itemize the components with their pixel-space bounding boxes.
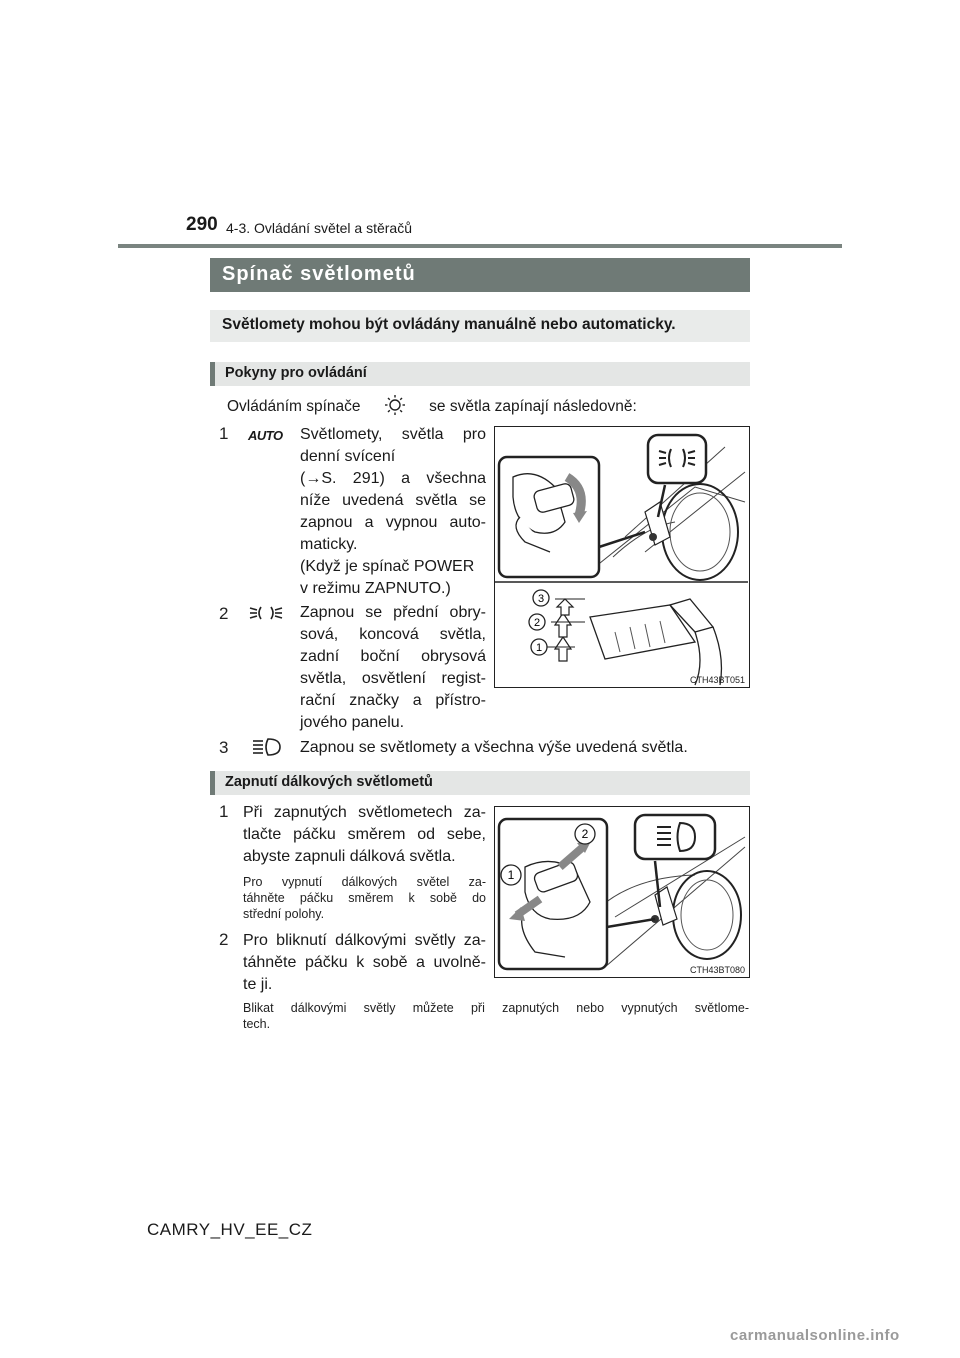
text-line: (→S. 291) a všechna <box>300 470 486 487</box>
section-heading: 4-3. Ovládání světel a stěračů <box>226 220 412 236</box>
item-number: 3 <box>219 738 229 757</box>
item-1-description <box>300 424 486 600</box>
intro-text: Světlomety mohou být ovládány manuálně nebo automaticky. <box>222 316 676 333</box>
text-line: zapnou a vypnou auto- <box>300 514 486 531</box>
headlight-icon <box>250 736 282 758</box>
operation-heading: Pokyny pro ovládání <box>225 365 367 381</box>
text-line: te ji. <box>243 976 273 993</box>
text-line: Pro vypnutí dálkových světel za- <box>243 875 486 889</box>
text-line: střední polohy. <box>243 907 325 921</box>
header-rule <box>118 244 842 248</box>
text-line: Světlomety, světla pro <box>300 426 486 443</box>
light-switch-figure <box>494 426 750 688</box>
text-line: Pro bliknutí dálkovými světly za- <box>243 932 486 949</box>
intro-box <box>210 310 750 342</box>
high-beam-illustration <box>495 807 748 976</box>
text-line: jového panelu. <box>300 714 405 731</box>
lead-after: se světla zapínají následovně: <box>429 398 637 415</box>
high-beam-figure <box>494 806 750 978</box>
text-line: rační značky a přístro- <box>300 692 486 709</box>
text-line: (Když je spínač POWER <box>300 558 475 575</box>
text-line: Při zapnutých světlometech za- <box>243 804 486 821</box>
item-number: 1 <box>219 802 229 821</box>
text-line: níže uvedená světla se <box>300 492 486 509</box>
operation-heading-bar <box>210 362 750 386</box>
figure-label-3: 3 <box>537 593 545 605</box>
high-beam-item-1-note <box>243 874 486 922</box>
text-line: tlačte páčku směrem od sebe, <box>243 826 486 843</box>
item-number: 1 <box>219 424 229 443</box>
text-line: táhněte páčku směrem k sobě do <box>243 891 486 905</box>
figure-code: CTH43BT051 <box>689 675 745 685</box>
text-line: denní svícení <box>300 448 396 465</box>
light-switch-illustration <box>495 427 748 686</box>
item-number: 2 <box>219 930 229 949</box>
text-line: světla, osvětlení regist- <box>300 670 486 687</box>
text-line: tech. <box>243 1017 271 1031</box>
text-line: abyste zapnuli dálková světla. <box>243 848 456 865</box>
high-beam-heading-bar <box>210 771 750 795</box>
lead-before: Ovládáním spínače <box>227 398 361 415</box>
item-2-description <box>300 602 486 734</box>
figure-label-1: 1 <box>507 868 515 882</box>
high-beam-heading: Zapnutí dálkových světlometů <box>225 774 433 790</box>
text-line: v režimu ZAPNUTO.) <box>300 580 451 597</box>
title-bar <box>210 258 750 292</box>
operation-lead <box>227 394 637 416</box>
text-line: táhněte páčku k sobě a uvolně- <box>243 954 486 971</box>
watermark: carmanualsonline.info <box>730 1327 900 1344</box>
text-line: sová, koncová světla, <box>300 626 486 643</box>
figure-label-2: 2 <box>533 617 541 629</box>
footer-model-code: CAMRY_HV_EE_CZ <box>147 1220 313 1239</box>
text-line: Blikat dálkovými světly můžete při zapnutých nebo vypnutých světlome- <box>243 1001 749 1015</box>
high-beam-note <box>243 1000 749 1032</box>
figure-label-2: 2 <box>581 827 589 841</box>
high-beam-item-1 <box>243 802 486 868</box>
high-beam-item-2 <box>243 930 486 996</box>
page-number: 290 <box>186 214 218 235</box>
auto-label: AUTO <box>248 428 283 443</box>
figure-code: CTH43BT080 <box>689 965 745 975</box>
item-3-description: Zapnou se světlomety a všechna výše uvedená světla. <box>300 739 688 756</box>
text-line: Zapnou se přední obry- <box>300 604 486 621</box>
text-line: maticky. <box>300 536 358 553</box>
sun-icon <box>365 394 425 416</box>
figure-label-1: 1 <box>535 642 543 654</box>
page-title: Spínač světlometů <box>222 263 416 285</box>
text-line: zadní boční obrysová <box>300 648 486 665</box>
item-number: 2 <box>219 604 229 623</box>
parking-lights-icon <box>248 602 284 624</box>
